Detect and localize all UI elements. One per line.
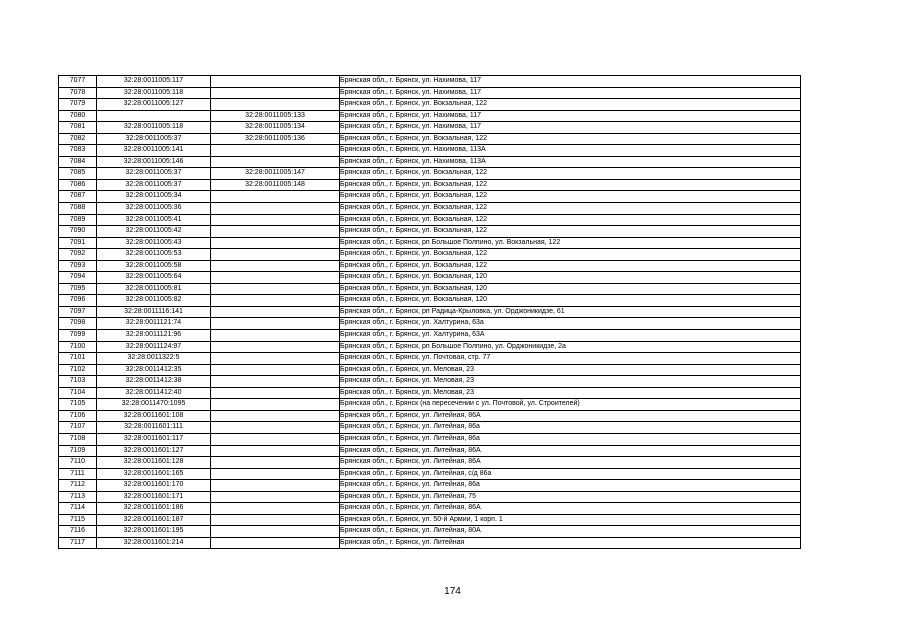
cadastral-number-cell: 32:28:0011322:5 [97, 353, 211, 365]
cadastral-number-cell: 32:28:0011005:37 [97, 179, 211, 191]
related-cadastral-number-cell [211, 272, 340, 284]
address-cell: Брянская обл., г. Брянск, ул. Вокзальная, 122 [340, 249, 801, 261]
cadastral-number-cell: 32:28:0011005:127 [97, 99, 211, 111]
related-cadastral-number-cell [211, 387, 340, 399]
table-row [59, 249, 801, 261]
table-row [59, 99, 801, 111]
address-cell: Брянская обл., г. Брянск, ул. Вокзальная, 122 [340, 226, 801, 238]
cadastral-number-cell: 32:28:0011601:128 [97, 457, 211, 469]
row-number-cell: 7108 [59, 433, 97, 445]
row-number-cell: 7092 [59, 249, 97, 261]
table-row [59, 203, 801, 215]
cadastral-number-cell [97, 110, 211, 122]
related-cadastral-number-cell: 32:28:0011005:148 [211, 179, 340, 191]
related-cadastral-number-cell [211, 203, 340, 215]
address-cell: Брянская обл., г. Брянск, ул. Халтурина, 63а [340, 318, 801, 330]
row-number-cell: 7107 [59, 422, 97, 434]
row-number-cell: 7114 [59, 503, 97, 515]
table-row [59, 537, 801, 549]
address-cell: Брянская обл., г. Брянск (на пересечении с ул. Почтовой, ул. Строителей) [340, 399, 801, 411]
row-number-cell: 7110 [59, 457, 97, 469]
table-row [59, 480, 801, 492]
cadastral-number-cell: 32:28:0011005:118 [97, 87, 211, 99]
row-number-cell: 7077 [59, 76, 97, 88]
related-cadastral-number-cell [211, 445, 340, 457]
row-number-cell: 7111 [59, 468, 97, 480]
address-cell: Брянская обл., г. Брянск, ул. Вокзальная, 122 [340, 214, 801, 226]
related-cadastral-number-cell [211, 376, 340, 388]
table-row [59, 272, 801, 284]
related-cadastral-number-cell [211, 468, 340, 480]
row-number-cell: 7096 [59, 295, 97, 307]
cadastral-number-cell: 32:28:0011005:82 [97, 295, 211, 307]
row-number-cell: 7089 [59, 214, 97, 226]
address-cell: Брянская обл., г. Брянск, ул. Литейная, 86А [340, 445, 801, 457]
cadastral-number-cell: 32:28:0011601:170 [97, 480, 211, 492]
cadastral-number-cell: 32:28:0011005:58 [97, 260, 211, 272]
related-cadastral-number-cell [211, 410, 340, 422]
address-cell: Брянская обл., г. Брянск, ул. Нахимова, 117 [340, 110, 801, 122]
table-row [59, 526, 801, 538]
table-row [59, 457, 801, 469]
address-cell: Брянская обл., г. Брянск, ул. Вокзальная, 120 [340, 272, 801, 284]
related-cadastral-number-cell [211, 514, 340, 526]
row-number-cell: 7099 [59, 330, 97, 342]
row-number-cell: 7080 [59, 110, 97, 122]
cadastral-number-cell: 32:28:0011124:97 [97, 341, 211, 353]
related-cadastral-number-cell: 32:28:0011005:136 [211, 133, 340, 145]
related-cadastral-number-cell [211, 214, 340, 226]
cadastral-number-cell: 32:28:0011005:64 [97, 272, 211, 284]
address-cell: Брянская обл., г. Брянск, ул. Меловая, 23 [340, 387, 801, 399]
row-number-cell: 7084 [59, 156, 97, 168]
address-cell: Брянская обл., г. Брянск, ул. Литейная [340, 537, 801, 549]
row-number-cell: 7104 [59, 387, 97, 399]
address-cell: Брянская обл., г. Брянск, ул. Вокзальная, 122 [340, 260, 801, 272]
row-number-cell: 7090 [59, 226, 97, 238]
table-row [59, 330, 801, 342]
address-cell: Брянская обл., г. Брянск, ул. Нахимова, 113А [340, 145, 801, 157]
table-row [59, 318, 801, 330]
cadastral-number-cell: 32:28:0011005:117 [97, 76, 211, 88]
row-number-cell: 7093 [59, 260, 97, 272]
table-row [59, 491, 801, 503]
address-cell: Брянская обл., г. Брянск, ул. Халтурина, 63А [340, 330, 801, 342]
table-row [59, 237, 801, 249]
row-number-cell: 7103 [59, 376, 97, 388]
row-number-cell: 7095 [59, 283, 97, 295]
related-cadastral-number-cell: 32:28:0011005:147 [211, 168, 340, 180]
related-cadastral-number-cell [211, 249, 340, 261]
related-cadastral-number-cell [211, 260, 340, 272]
table-row [59, 422, 801, 434]
address-cell: Брянская обл., г. Брянск, ул. Нахимова, 113А [340, 156, 801, 168]
cadastral-number-cell: 32:28:0011005:41 [97, 214, 211, 226]
related-cadastral-number-cell [211, 422, 340, 434]
related-cadastral-number-cell: 32:28:0011005:133 [211, 110, 340, 122]
related-cadastral-number-cell [211, 283, 340, 295]
table-row [59, 133, 801, 145]
cadastral-number-cell: 32:28:0011412:38 [97, 376, 211, 388]
row-number-cell: 7079 [59, 99, 97, 111]
table-row [59, 514, 801, 526]
address-cell: Брянская обл., г. Брянск, ул. Вокзальная, 122 [340, 179, 801, 191]
related-cadastral-number-cell [211, 145, 340, 157]
address-cell: Брянская обл., г. Брянск, ул. Литейная, 86а [340, 422, 801, 434]
row-number-cell: 7085 [59, 168, 97, 180]
row-number-cell: 7083 [59, 145, 97, 157]
address-cell: Брянская обл., г. Брянск, ул. Литейная, 86А [340, 503, 801, 515]
address-cell: Брянская обл., г. Брянск, ул. Нахимова, 117 [340, 87, 801, 99]
row-number-cell: 7102 [59, 364, 97, 376]
address-cell: Брянская обл., г. Брянск, ул. Вокзальная, 122 [340, 191, 801, 203]
cadastral-number-cell: 32:28:0011005:118 [97, 122, 211, 134]
related-cadastral-number-cell [211, 457, 340, 469]
table-row [59, 341, 801, 353]
related-cadastral-number-cell [211, 364, 340, 376]
cadastral-number-cell: 32:28:0011412:35 [97, 364, 211, 376]
row-number-cell: 7087 [59, 191, 97, 203]
table-row [59, 168, 801, 180]
address-cell: Брянская обл., г. Брянск, ул. Литейная, 86а [340, 480, 801, 492]
cadastral-number-cell: 32:28:0011601:187 [97, 514, 211, 526]
cadastral-number-cell: 32:28:0011601:195 [97, 526, 211, 538]
related-cadastral-number-cell [211, 537, 340, 549]
cadastral-number-cell: 32:28:0011005:81 [97, 283, 211, 295]
cadastral-number-cell: 32:28:0011005:141 [97, 145, 211, 157]
related-cadastral-number-cell [211, 76, 340, 88]
table-row [59, 214, 801, 226]
address-cell: Брянская обл., г. Брянск, ул. Нахимова, 117 [340, 122, 801, 134]
table-row [59, 179, 801, 191]
address-cell: Брянская обл., г. Брянск, ул. Меловая, 23 [340, 376, 801, 388]
row-number-cell: 7078 [59, 87, 97, 99]
address-cell: Брянская обл., г. Брянск, ул. Литейная, с/д 86а [340, 468, 801, 480]
row-number-cell: 7094 [59, 272, 97, 284]
address-cell: Брянская обл., г. Брянск, рп Большое Полпино, ул. Вокзальная, 122 [340, 237, 801, 249]
cadastral-number-cell: 32:28:0011005:37 [97, 133, 211, 145]
cadastral-number-cell: 32:28:0011601:214 [97, 537, 211, 549]
table-row [59, 122, 801, 134]
cadastral-number-cell: 32:28:0011601:117 [97, 433, 211, 445]
table-row [59, 87, 801, 99]
cadastral-number-cell: 32:28:0011601:171 [97, 491, 211, 503]
cadastral-number-cell: 32:28:0011601:127 [97, 445, 211, 457]
row-number-cell: 7112 [59, 480, 97, 492]
cadastral-number-cell: 32:28:0011601:165 [97, 468, 211, 480]
related-cadastral-number-cell [211, 318, 340, 330]
cadastral-number-cell: 32:28:0011601:111 [97, 422, 211, 434]
related-cadastral-number-cell [211, 237, 340, 249]
cadastral-number-cell: 32:28:0011005:146 [97, 156, 211, 168]
address-cell: Брянская обл., г. Брянск, рп Большое Полпино, ул. Орджоникидзе, 2а [340, 341, 801, 353]
page-number: 174 [444, 586, 461, 597]
address-cell: Брянская обл., г. Брянск, рп Радица-Крыловка, ул. Орджоникидзе, 61 [340, 306, 801, 318]
cadastral-number-cell: 32:28:0011005:53 [97, 249, 211, 261]
row-number-cell: 7115 [59, 514, 97, 526]
row-number-cell: 7098 [59, 318, 97, 330]
address-cell: Брянская обл., г. Брянск, ул. Литейная, 75 [340, 491, 801, 503]
table-row [59, 226, 801, 238]
table-row [59, 295, 801, 307]
cadastral-number-cell: 32:28:0011470:1095 [97, 399, 211, 411]
address-cell: Брянская обл., г. Брянск, ул. Вокзальная, 120 [340, 295, 801, 307]
row-number-cell: 7113 [59, 491, 97, 503]
related-cadastral-number-cell [211, 295, 340, 307]
related-cadastral-number-cell [211, 341, 340, 353]
table-row [59, 503, 801, 515]
address-cell: Брянская обл., г. Брянск, ул. Вокзальная, 122 [340, 203, 801, 215]
row-number-cell: 7117 [59, 537, 97, 549]
address-cell: Брянская обл., г. Брянск, ул. Нахимова, 117 [340, 76, 801, 88]
related-cadastral-number-cell [211, 503, 340, 515]
row-number-cell: 7082 [59, 133, 97, 145]
related-cadastral-number-cell [211, 156, 340, 168]
address-cell: Брянская обл., г. Брянск, ул. Литейная, 86А [340, 457, 801, 469]
cadastral-number-cell: 32:28:0011121:96 [97, 330, 211, 342]
row-number-cell: 7101 [59, 353, 97, 365]
table-row [59, 410, 801, 422]
related-cadastral-number-cell [211, 526, 340, 538]
address-cell: Брянская обл., г. Брянск, ул. Вокзальная, 120 [340, 283, 801, 295]
table-row [59, 110, 801, 122]
table-row [59, 433, 801, 445]
related-cadastral-number-cell [211, 491, 340, 503]
cadastral-number-cell: 32:28:0011121:74 [97, 318, 211, 330]
related-cadastral-number-cell: 32:28:0011005:134 [211, 122, 340, 134]
related-cadastral-number-cell [211, 191, 340, 203]
row-number-cell: 7091 [59, 237, 97, 249]
address-cell: Брянская обл., г. Брянск, ул. Литейная, 80А [340, 526, 801, 538]
table-row [59, 76, 801, 88]
table-row [59, 468, 801, 480]
registry-table-body [59, 76, 801, 549]
address-cell: Брянская обл., г. Брянск, ул. Почтовая, стр. 77 [340, 353, 801, 365]
row-number-cell: 7088 [59, 203, 97, 215]
related-cadastral-number-cell [211, 99, 340, 111]
related-cadastral-number-cell [211, 433, 340, 445]
cadastral-number-cell: 32:28:0011601:108 [97, 410, 211, 422]
row-number-cell: 7106 [59, 410, 97, 422]
table-row [59, 260, 801, 272]
cadastral-number-cell: 32:28:0011005:34 [97, 191, 211, 203]
address-cell: Брянская обл., г. Брянск, ул. 50-й Армии, 1 корп. 1 [340, 514, 801, 526]
address-cell: Брянская обл., г. Брянск, ул. Литейная, 86а [340, 433, 801, 445]
row-number-cell: 7081 [59, 122, 97, 134]
row-number-cell: 7109 [59, 445, 97, 457]
cadastral-number-cell: 32:28:0011601:186 [97, 503, 211, 515]
row-number-cell: 7116 [59, 526, 97, 538]
address-cell: Брянская обл., г. Брянск, ул. Вокзальная, 122 [340, 133, 801, 145]
related-cadastral-number-cell [211, 399, 340, 411]
table-row [59, 364, 801, 376]
table-row [59, 445, 801, 457]
table-row [59, 283, 801, 295]
related-cadastral-number-cell [211, 87, 340, 99]
related-cadastral-number-cell [211, 226, 340, 238]
cadastral-number-cell: 32:28:0011005:36 [97, 203, 211, 215]
row-number-cell: 7097 [59, 306, 97, 318]
row-number-cell: 7086 [59, 179, 97, 191]
table-row [59, 399, 801, 411]
related-cadastral-number-cell [211, 353, 340, 365]
address-cell: Брянская обл., г. Брянск, ул. Вокзальная, 122 [340, 168, 801, 180]
cadastral-number-cell: 32:28:0011116:141 [97, 306, 211, 318]
table-row [59, 156, 801, 168]
related-cadastral-number-cell [211, 330, 340, 342]
cadastral-number-cell: 32:28:0011005:37 [97, 168, 211, 180]
related-cadastral-number-cell [211, 480, 340, 492]
table-row [59, 376, 801, 388]
table-row [59, 145, 801, 157]
table-row [59, 191, 801, 203]
cadastral-number-cell: 32:28:0011005:42 [97, 226, 211, 238]
table-row [59, 353, 801, 365]
address-cell: Брянская обл., г. Брянск, ул. Литейная, 86А [340, 410, 801, 422]
row-number-cell: 7105 [59, 399, 97, 411]
row-number-cell: 7100 [59, 341, 97, 353]
cadastral-number-cell: 32:28:0011005:43 [97, 237, 211, 249]
registry-table [58, 75, 801, 549]
address-cell: Брянская обл., г. Брянск, ул. Вокзальная, 122 [340, 99, 801, 111]
cadastral-number-cell: 32:28:0011412:40 [97, 387, 211, 399]
table-row [59, 387, 801, 399]
address-cell: Брянская обл., г. Брянск, ул. Меловая, 23 [340, 364, 801, 376]
table-row [59, 306, 801, 318]
related-cadastral-number-cell [211, 306, 340, 318]
